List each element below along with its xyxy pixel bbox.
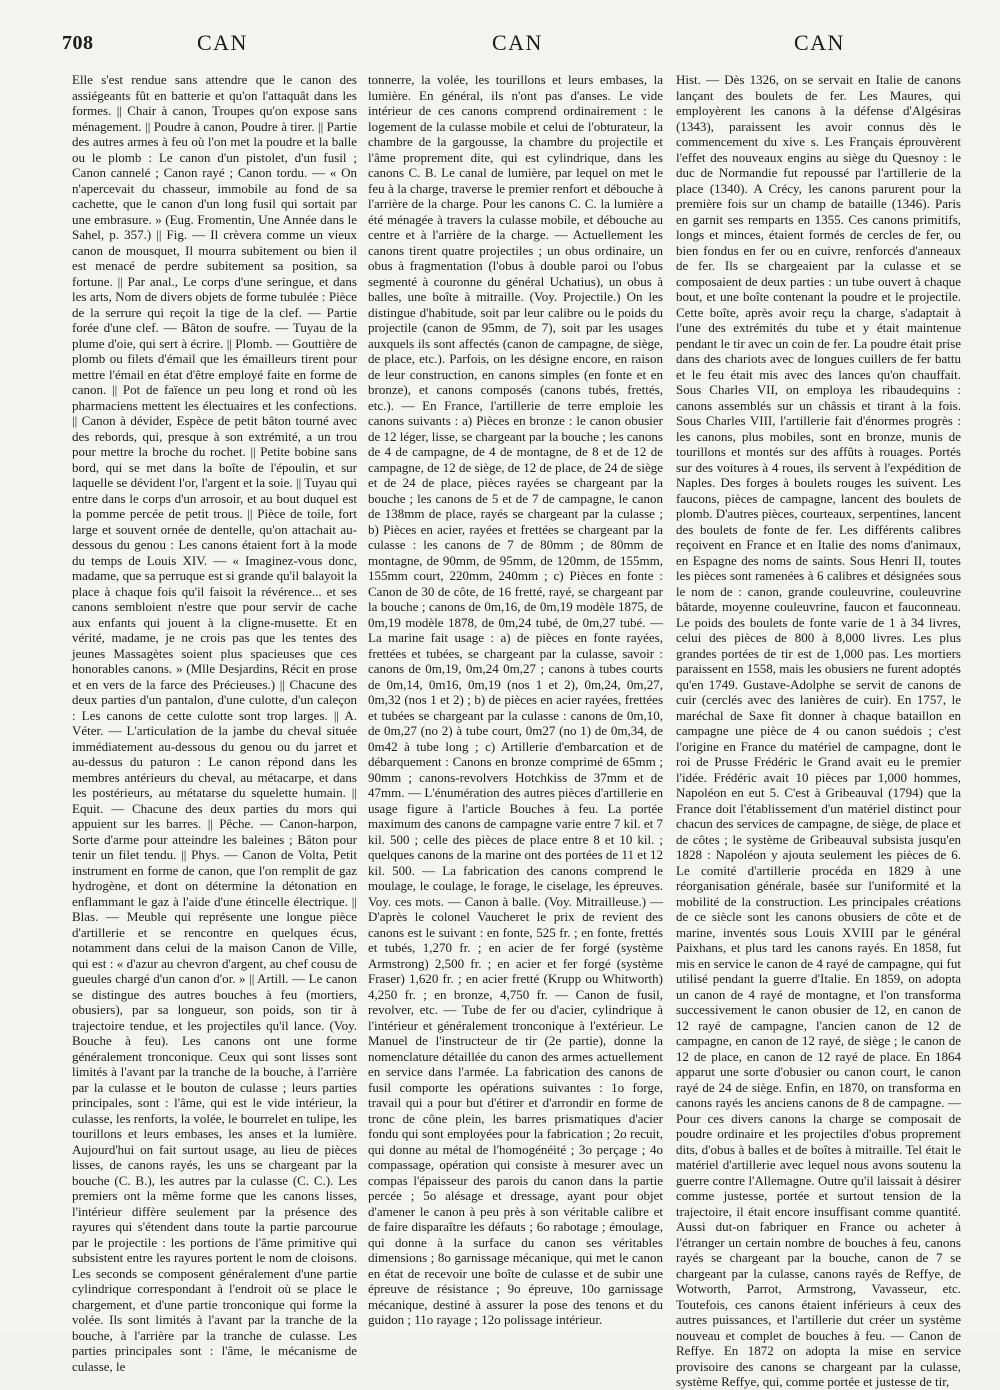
page-number: 708 [62, 32, 94, 54]
text-column-3 [676, 72, 961, 1389]
column-3-text: Hist. — Dès 1326, on se servait en Italie de canons lançant des boulets de fer. Les Maures, qui employèrent les canons à la défense d'Algésiras (1343), paraissent les avoir connus dès le commencement du xive s. Les Français éprouvèrent l'effet des nouveaux engins au siège du Quesnoy : le duc de Normandie fut repoussé par l'artillerie de la place (1340). A Crécy, les canons parurent pour la première fois sur un champ de bataille (1346). Paris en garnit ses remparts en 1355. Ces canons primitifs, longs et minces, étaient formés de cercles de fer, ou bien fondus en fer ou en cuivre, renforcés d'anneaux de fer. Ils se chargeaient par la culasse et se composaient de deux parties : un tube ouvert à chaque bout, et une boîte contenant la poudre et le projectile. Cette boîte, après avoir reçu la charge, s'adaptait à l'une des extrémités du tube et y était maintenue pendant le tir avec un coin de fer. La poudre était prise dans des chariots avec de longues cuillers de fer battu et le feu était mis avec des lances qu'on chauffait. Sous Charles VII, on employa les ribaudequins : canons assemblés sur un châssis et tirant à la fois. Sous Charles VIII, l'artillerie fait d'énormes progrès : les canons, plus mobiles, sont en bronze, munis de tourillons et montés sur des affûts à rouages. Portés sur des voitures à 4 roues, ils servent à l'expédition de Naples. Des forges à boulets rouges les suivent. Les faucons, pièces de campagne, lancent des boulets de plomb. D'autres pièces, courteaux, serpentines, lancent des boulets de fonte de fer. Les différents calibres reçoivent en France et en Italie des noms d'animaux, en Espagne des noms de saints. Sous Henri II, toutes les pièces sont ramenées à 6 calibres et désignées sous le nom de : canon, grande couleuvrine, couleuvrine bâtarde, moyenne couleuvrine, faucon et fauconneau. Le poids des boulets de fonte varie de 1 à 34 livres, celui des pièces de 800 à 8,000 livres. Les plus grandes portées de tir est de 1,000 pas. Les mortiers paraissent en 1558, mais les obusiers ne furent adoptés qu'en 1749. Gustave-Adolphe se servit de canons de cuir (cerclés avec des lanières de cuir). En 1757, le maréchal de Saxe fit donner à chaque bataillon en campagne une pièce de 4 ou canon suédois ; c'est l'origine en France du matériel de campagne, dont le roi de Prusse Frédéric le Grand avait eu le premier l'idée. Frédéric avait 10 pièces par 1,000 hommes, Napoléon en eut 5. C'est à Gribeauval (1794) que la France doit l'établissement d'un matériel distinct pour chacun des services de campagne, de siège, de place et de côtes ; le système de Gribeauval subsista jusqu'en 1828 : Napoléon y ajouta seulement les pièces de 6. Le comité d'artillerie procéda en 1829 à une réorganisation générale, basée sur l'uniformité et la mobilité de la construction. Les principales créations de ce siècle sont les canons obusiers de côte et de marine, inventés sous Louis XVIII par le général Paixhans, et plus tard les canons rayés. En 1858, fut mis en service le canon de 4 rayé de campagne, qui fut utilisé pendant la guerre d'Italie. En 1859, on adopta un canon de 4 rayé de montagne, et l'on transforma successivement le canon obusier de 12, en canon de 12 rayé de campagne, l'ancien canon de 12 de campagne, en canon de 12 rayé, de siège ; le canon de 12 de place, en canon de 12 rayé de place. En 1864 apparut une sorte d'obusier ou canon court, le canon rayé de 24 de siège. Enfin, en 1870, on transforma en canons rayés les anciens canons de 8 de campagne. — Pour ces divers canons la charge se composait de poudre ordinaire et les projectiles d'obus proprement dits, d'obus à balles et de boîtes à mitraille. Tel était le matériel d'artillerie avec lequel nous avons soutenu la guerre contre l'Allemagne. Outre qu'il laissait à désirer comme justesse, portée et surtout tension de la trajectoire, il était encore insuffisant comme quantité. Aussi dut-on fabriquer en France ou acheter à l'étranger un certain nombre de bouches à feu, canons rayés se chargeant par la bouche, canon de 7 se chargeant par la culasse, canons rayés de Reffye, de Wotworth, Parrot, Armstrong, Vavasseur, etc. Toutefois, ces canons étaient inférieurs à ceux des autres puissances, et l'artillerie dut créer un système nouveau et complet de bouches à feu. — Canon de Reffye. En 1872 on adopta la mise en service provisoire des canons se chargeant par la culasse, système Reffye, qui, comme portée et justesse de tir, [676, 72, 961, 1389]
running-head-center: CAN [492, 30, 543, 55]
text-column-1 [72, 72, 357, 1374]
running-head-right: CAN [794, 30, 845, 55]
column-2-text: tonnerre, la volée, les tourillons et leurs embases, la lumière. En général, ils n'ont pas d'anses. Le vide intérieur de ces canons comprend ordinairement : le logement de la culasse mobile et celui de l'obturateur, la chambre de la gargousse, la chambre du projectile et l'âme proprement dite, qui est cylindrique, dans les canons C. B. Le canal de lumière, par lequel on met le feu à la charge, traverse le premier renfort et débouche à l'arrière de la charge. Pour les canons C. C. la lumière a été ménagée à travers la culasse mobile, et débouche au centre et à l'arrière de la charge. — Actuellement les canons tirent quatre projectiles ; un obus ordinaire, un obus à fragmentation (l'obus à double paroi ou l'obus segmenté à couronne du général Uchatius), un obus à balles, une boîte à mitraille. (Voy. Projectile.) On les distingue d'habitude, soit par leur calibre ou le poids du projectile (canon de 95mm, de 7), soit par les usages auxquels ils sont affectés (canon de campagne, de siège, de place, etc.). Parfois, on les désigne encore, en raison de leur construction, en canons simples (en fonte et en bronze), et canons composés (canons tubés, frettés, etc.). — En France, l'artillerie de terre emploie les canons suivants : a) Pièces en bronze : le canon obusier de 12 léger, lisse, se chargeant par la bouche ; les canons de 4 de campagne, de 4 de montagne, de 8 et de 12 de campagne, de 12 de siège, de 12 de place, de 24 de siège et de 24 de place, pièces rayées se chargeant par la bouche ; les canons de 5 et de 7 de campagne, le canon de 138mm de place, rayés se chargeant par la culasse ; b) Pièces en acier, rayées et frettées se chargeant par la culasse : les canons de 7 de 80mm ; de 80mm de montagne, de 90mm, de 95mm, de 120mm, de 155mm, 155mm court, 220mm, 240mm ; c) Pièces en fonte : Canon de 30 de côte, de 16 fretté, rayé, se chargeant par la bouche ; canons de 0m,16, de 0m,19 modèle 1875, de 0m,19 modèle 1878, de 0m,24 tubé, de 0m,27 tubé. — La marine fait usage : a) de pièces en fonte rayées, frettées et tubées, se chargeant par la culasse, savoir : canons de 0m,19, 0m,24 0m,27 ; canons à tubes courts de 0m,14, 0m16, 0m,19 (nos 1 et 2), 0m,24, 0m,27, 0m,32 (nos 1 et 2) ; b) de pièces en acier rayées, frettées et tubées se chargeant par la culasse : canons de 0m,10, de 0m,27 (no 2) à tube court, 0m27 (no 1) de 0m,34, de 0m42 à tube long ; c) Artillerie d'embarcation et de débarquement : Canons en bronze comprimé de 65mm ; 90mm ; canons-revolvers Hotchkiss de 37mm et de 47mm. — L'énumération des autres pièces d'artillerie en usage figure à l'article Bouches à feu. La portée maximum des canons de campagne varie entre 7 kil. et 7 kil. 500 ; celle des pièces de place entre 8 et 10 kil. ; quelques canons de la marine ont des portées de 11 et 12 kil. 500. — La fabrication des canons comprend le moulage, le coulage, le forage, le ciselage, les épreuves. Voy. ces mots. — Canon à balle. (Voy. Mitrailleuse.) — D'après le colonel Vaucheret le prix de revient des canons est le suivant : en fonte, 525 fr. ; en fonte, frettés et tubés, 1,270 fr. ; en acier de fer forgé (système Armstrong) 2,500 fr. ; en acier et fer forgé (système Fraser) 1,620 fr. ; en acier fretté (Krupp ou Whitworth) 4,250 fr. ; en bronze, 4,750 fr. — Canon de fusil, revolver, etc. — Tube de fer ou d'acier, cylindrique à l'intérieur et généralement tronconique à l'extérieur. Le Manuel de l'instructeur de tir (2e partie), donne la nomenclature détaillée du canon des armes actuellement en service dans l'armée. La fabrication des canons de fusil comporte les opérations suivantes : 1o forge, travail qui a pour but d'étirer et d'arrondir en forme de tronc de cône plein, les barres prismatiques d'acier fondu qui sont employées pour la fabrication ; 2o recuit, qui donne au métal de l'homogénéité ; 3o perçage ; 4o compassage, opération qui consiste à mesurer avec un compas l'épaisseur des parois du canon dans la partie percée ; 5o alésage et dressage, ayant pour objet d'amener le canon à peu près à son véritable calibre et de faire disparaître les défauts ; 6o rabotage ; émoulage, qui donne à la surface du canon ses véritables dimensions ; 8o garnissage mécanique, qui met le canon en état de recevoir une boîte de culasse et de subir une épreuve de résistance ; 9o épreuve, 10o garnissage mécanique, destiné à assurer la pose des tenons et du guidon ; 11o rayage ; 12o polissage intérieur. [368, 72, 663, 1327]
text-column-2 [368, 72, 663, 1327]
page-header [62, 30, 952, 66]
column-1-text: Elle s'est rendue sans attendre que le canon des assiégeants fût en batterie et qu'on l'attaquât dans les formes. || Chair à canon, Troupes qu'on expose sans ménagement. || Poudre à canon, Poudre à tirer. || Partie des autres armes à feu où l'on met la poudre et la balle ou le plomb : Le canon d'un pistolet, d'un fusil ; Canon cannelé ; Canon rayé ; Canon tordu. — « On n'apercevait du chasseur, immobile au fond de sa cachette, que le canon d'un long fusil qui sortait par une embrasure. » (Eug. Fromentin, Une Année dans le Sahel, p. 357.) || Fig. — Il crèvera comme un vieux canon de mousquet, Il mourra subitement ou bien il est menacé de perdre subitement sa position, sa fortune. || Par anal., Le corps d'une seringue, et dans les arts, Nom de divers objets de forme tubulée : Pièce de la serrure qui reçoit la tige de la clef. — Partie forée d'une clef. — Bâton de soufre. — Tuyau de la plume d'oie, qui sert à écrire. || Plomb. — Gouttière de plomb ou filets d'émail que les émailleurs tirent pour mettre l'émail en état d'être employé faite en forme de canon. || Pot de faïence un peu long et rond où les pharmaciens mettent les électuaires et les confections. || Canon à dévider, Espèce de petit bâton tourné avec des rebords, qui, presque à son extrémité, a un trou pour mettre la broche du rochet. || Petite bobine sans bord, qui se met dans la boîte de l'époulin, et sur laquelle se dévident l'or, l'argent et la soie. || Tuyau qui entre dans le corps d'un arrosoir, et au bout duquel est la pomme percée de petit trous. || Pièce de toile, fort large et souvent ornée de dentelle, qu'on attachait au-dessous du genou : Les canons étaient fort à la mode du temps de Louis XIV. — « Imaginez-vous donc, madame, que sa perruque est si grande qu'il balayoit la place à chaque fois qu'il faisoit la révérence... et ses canons sembloient n'estre que pour servir de cache aux enfants qui jouent à la cligne-musette. Et en vérité, madame, je ne crois pas que les tentes des jeunes Massagètes soient plus spacieuses que ces honorables canons. » (Mlle Desjardins, Récit en prose et en vers de la farce des Précieuses.) || Chacune des deux parties d'un pantalon, d'une culotte, d'un caleçon : Les canons de cette culotte sont trop larges. || A. Véter. — L'articulation de la jambe du cheval située immédiatement au-dessous du genou ou du jarret et au-dessus du paturon : Le canon répond dans les membres antérieurs du cheval, au métacarpe, et dans les postérieurs, au métatarse du squelette humain. || Equit. — Chacune des deux parties du mors qui appuient sur les barres. || Pêche. — Canon-harpon, Sorte d'arme pour atteindre les baleines ; Bâton pour tenir un filet tendu. || Phys. — Canon de Volta, Petit instrument en forme de canon, que l'on remplit de gaz hydrogène, et dont on détermine la détonation en enflammant le gaz à l'aide d'une étincelle électrique. || Blas. — Meuble qui représente une longue pièce d'artillerie et se rencontre en quelques écus, notamment dans celui de la maison Canon de Ville, qui est : « d'azur au chevron d'argent, au chef cousu de gueules chargé d'un canon d'or. » || Artill. — Le canon se distingue des autres bouches à feu (mortiers, obusiers), par sa longueur, son poids, son tir à trajectoire tendue, et les projectiles qu'il lance. (Voy. Bouche à feu). Les canons ont une forme généralement tronconique. Ceux qui sont lisses sont limités à l'avant par la tranche de la bouche, à l'arrière par la culasse et le bouton de culasse ; leurs parties principales, sont : l'âme, qui est le vide intérieur, la culasse, les renforts, la volée, le bourrelet en tulipe, les tourillons et leurs embases, les anses et la lumière. Aujourd'hui on fait surtout usage, au lieu de pièces lisses, de canons rayés, les uns se chargeant par la bouche (C. B.), les autres par la culasse (C. C.). Les premiers ont la même forme que les canons lisses, l'intérieur diffère seulement par la présence des rayures qui s'étendent dans toute la partie parcourue par le projectile : les portions de l'âme primitive qui subsistent entre les rayures portent le nom de cloisons. Les seconds se composent généralement d'une partie cylindrique correspondant à l'endroit où se place le chargement, et d'une partie tronconique qui forme la volée. Ils sont limités à l'avant par la tranche de la bouche, à l'arrière par la tranche de culasse. Les parties principales sont : l'âme, le mécanisme de culasse, le [72, 72, 357, 1374]
running-head-left: CAN [197, 30, 248, 55]
